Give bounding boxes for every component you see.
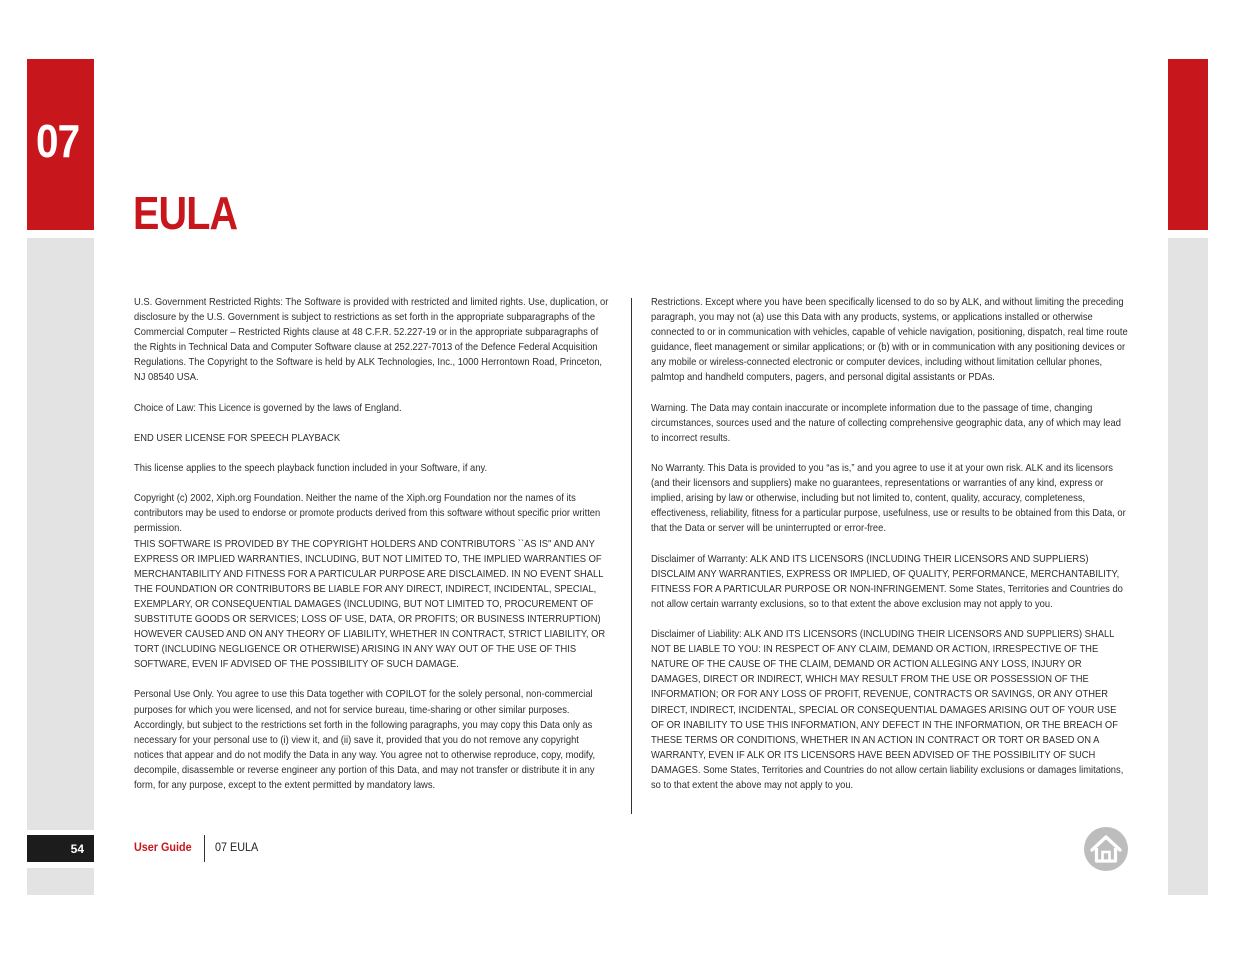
page-title: EULA — [133, 187, 238, 239]
paragraph-speech-license-scope: This license applies to the speech playback function included in your Software, if any. — [134, 463, 488, 475]
left-sidebar-bottom-bar — [27, 868, 94, 895]
paragraph-disclaimer-of-warranty: Disclaimer of Warranty: ALK AND ITS LICENSORS (INCLUDING THEIR LICENSORS AND SUPPLIERS) DISCLAIM ANY WARRANTIES, EXPRESS OR IMPLIED, OF QUALITY, PERFORMANCE, MERCHANTABILITY, FITNESS FOR A PARTICULAR PURPOSE OR NON-INFRINGEMENT. Some States, Territories and Countries do not allow certain warranty exclusions, so to that extent the above exclusion may not apply to you. — [651, 553, 1123, 610]
footer-guide-label: User Guide — [134, 840, 192, 854]
page-number: 54 — [27, 835, 94, 862]
paragraph-restricted-rights: U.S. Government Restricted Rights: The Software is provided with restricted and limited rights. Use, duplication, or disclosure by the U.S. Government is subject to restrictions as set forth in the appropriate subparagraphs of the Commercial Computer – Restricted Rights clause at 48 C.F.R. 52.227-19 or in the appropriate subparagraphs of the Rights in Technical Data and Computer Software clause at 252.227-7013 of the Defence Federal Acquisition Regulations. The Copyright to the Software is held by ALK Technologies, Inc., 1000 Herrontown Road, Princeton, NJ 08540 USA. — [134, 297, 609, 384]
right-red-bar — [1168, 59, 1208, 230]
paragraph-personal-use: Personal Use Only. You agree to use this Data together with COPILOT for the solely personal, non-commercial purposes for which you were licensed, and not for service bureau, time-sharing or other similar purposes. Accordingly, but subject to the restrictions set forth in the following paragraphs, you may copy this Data only as necessary for your personal use to (i) view it, and (ii) save it, provided that you do not remove any copyright notices that appear and do not modify the Data in any way. You agree not to otherwise reproduce, copy, modify, decompile, disassemble or reverse engineer any portion of this Data, and may not transfer or distribute it in any form, for any purpose, except to the extent permitted by mandatory laws. — [134, 689, 596, 791]
home-button[interactable] — [1083, 826, 1129, 872]
left-text-column — [134, 295, 612, 808]
left-sidebar-bar — [27, 238, 94, 830]
right-text-column — [651, 295, 1129, 808]
paragraph-choice-of-law: Choice of Law: This Licence is governed by the laws of England. — [134, 402, 402, 414]
paragraph-speech-license-heading: END USER LICENSE FOR SPEECH PLAYBACK — [134, 432, 341, 444]
paragraph-xiph-copyright: Copyright (c) 2002, Xiph.org Foundation. Neither the name of the Xiph.org Foundation nor the names of its contributors may be used to endorse or promote products derived from this software without specific prior written permission. — [134, 493, 601, 535]
paragraph-warranty-disclaimer: THIS SOFTWARE IS PROVIDED BY THE COPYRIGHT HOLDERS AND CONTRIBUTORS ``AS IS'' AND ANY EXPRESS OR IMPLIED WARRANTIES, INCLUDING, BUT NOT LIMITED TO, THE IMPLIED WARRANTIES OF MERCHANTABILITY AND FITNESS FOR A PARTICULAR PURPOSE ARE DISCLAIMED. IN NO EVENT SHALL THE FOUNDATION OR CONTRIBUTORS BE LIABLE FOR ANY DIRECT, INDIRECT, INCIDENTAL, SPECIAL, EXEMPLARY, OR CONSEQUENTIAL DAMAGES (INCLUDING, BUT NOT LIMITED TO, PROCUREMENT OF SUBSTITUTE GOODS OR SERVICES; LOSS OF USE, DATA, OR PROFITS; OR BUSINESS INTERRUPTION) HOWEVER CAUSED AND ON ANY THEORY OF LIABILITY, WHETHER IN CONTRACT, STRICT LIABILITY, OR TORT (INCLUDING NEGLIGENCE OR OTHERWISE) ARISING IN ANY WAY OUT OF THE USE OF THIS SOFTWARE, EVEN IF ADVISED OF THE POSSIBILITY OF SUCH DAMAGE. — [134, 538, 606, 671]
paragraph-no-warranty: No Warranty. This Data is provided to you “as is,” and you agree to use it at your own risk. ALK and its licensors (and their licensors and suppliers) make no guarantees, representations or warranties of any kind, express or implied, arising by law or otherwise, including but not limited to, content, quality, accuracy, completeness, effectiveness, reliability, fitness for a particular purpose, usefulness, use or results to be obtained from this Data, or that the Data or server will be uninterrupted or error-free. — [651, 463, 1126, 535]
home-icon — [1083, 826, 1129, 872]
paragraph-disclaimer-of-liability: Disclaimer of Liability: ALK AND ITS LICENSORS (INCLUDING THEIR LICENSORS AND SUPPLIERS) SHALL NOT BE LIABLE TO YOU: IN RESPECT OF ANY CLAIM, DEMAND OR ACTION, IRRESPECTIVE OF THE NATURE OF THE CAUSE OF THE CLAIM, DEMAND OR ACTION ALLEGING ANY LOSS, INJURY OR DAMAGES, DIRECT OR INDIRECT, WHICH MAY RESULT FROM THE USE OR POSSESSION OF THE INFORMATION; OR FOR ANY LOSS OF PROFIT, REVENUE, CONTRACTS OR SAVINGS, OR ANY OTHER DIRECT, INDIRECT, INCIDENTAL, SPECIAL OR CONSEQUENTIAL DAMAGES ARISING OUT OF YOUR USE OF OR INABILITY TO USE THIS INFORMATION, ANY DEFECT IN THE INFORMATION, OR THE BREACH OF THESE TERMS OR CONDITIONS, WHETHER IN AN ACTION IN CONTRACT OR TORT OR BASED ON A WARRANTY, EVEN IF ALK OR ITS LICENSORS HAVE BEEN ADVISED OF THE POSSIBILITY OF SUCH DAMAGES. Some States, Territories and Countries do not allow certain liability exclusions or damages limitations, so to that extent the above may not apply to you. — [651, 629, 1124, 791]
paragraph-restrictions: Restrictions. Except where you have been specifically licensed to do so by ALK, and without limiting the preceding paragraph, you may not (a) use this Data with any products, systems, or applications installed or otherwise connected to or in communication with vehicles, capable of vehicle navigation, positioning, dispatch, real time route guidance, fleet management or similar applications; or (b) with or in communication with any positioning devices or any mobile or wireless-connected electronic or computer devices, including without limitation cellular phones, palmtop and handheld computers, pagers, and personal digital assistants or PDAs. — [651, 297, 1128, 384]
chapter-number: 07 — [36, 115, 80, 167]
paragraph-warning: Warning. The Data may contain inaccurate or incomplete information due to the passage of time, changing circumstances, sources used and the nature of collecting comprehensive geographic data, any of which may lead to incorrect results. — [651, 402, 1121, 444]
footer-chapter-label: 07 EULA — [215, 840, 259, 854]
footer-separator — [204, 835, 205, 862]
column-divider — [631, 298, 632, 814]
right-sidebar-bar — [1168, 238, 1208, 895]
